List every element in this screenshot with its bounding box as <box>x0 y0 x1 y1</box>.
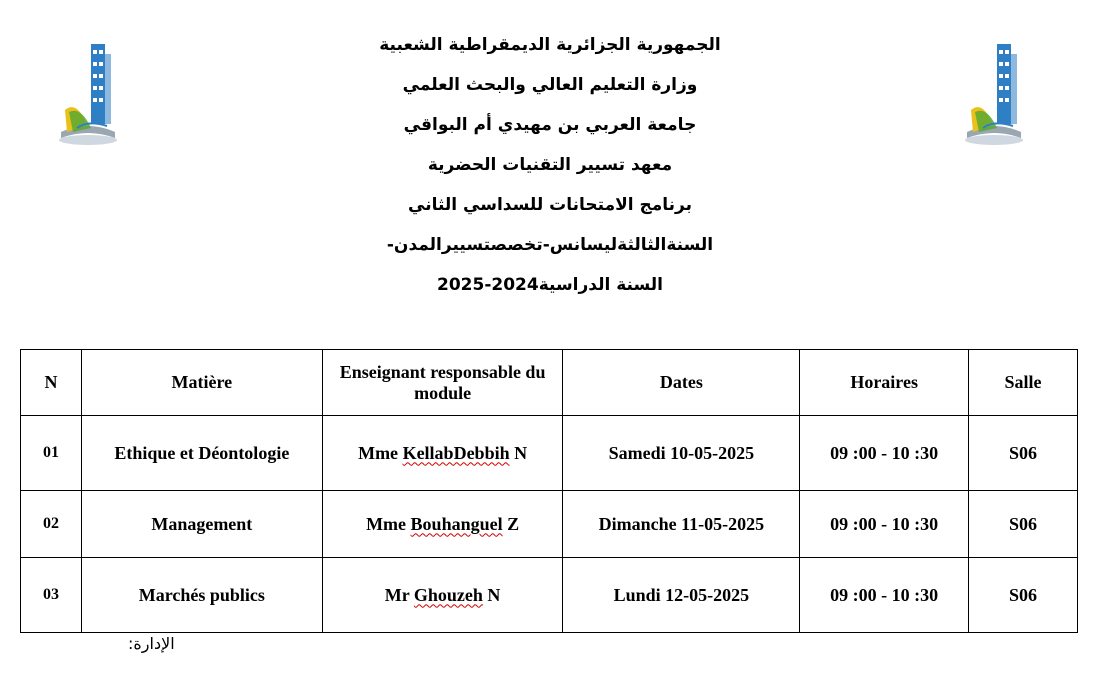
row-horaire: 09 :00 - 10 :30 <box>800 558 969 633</box>
header-line-ministry: وزارة التعليم العالي والبحث العلمي <box>402 75 698 95</box>
university-logo-right-icon <box>963 40 1025 148</box>
row-enseignant <box>322 558 563 633</box>
row-salle: S06 <box>969 491 1078 558</box>
teacher-title: Mme <box>366 513 407 534</box>
row-matiere: Management <box>81 491 322 558</box>
table-row <box>21 558 1078 633</box>
header-line-level: السنةالثالثةليسانس-تخصصتسييرالمدن- <box>386 235 714 255</box>
teacher-title: Mr <box>384 584 410 605</box>
table-row <box>21 416 1078 491</box>
row-date: Lundi 12-05-2025 <box>563 558 800 633</box>
row-date: Samedi 10-05-2025 <box>563 416 800 491</box>
exam-schedule-table <box>20 349 1078 633</box>
header-enseignant: Enseignant responsable du module <box>322 350 563 416</box>
teacher-name: Bouhanguel <box>410 513 503 534</box>
row-date: Dimanche 11-05-2025 <box>563 491 800 558</box>
table-row <box>21 491 1078 558</box>
row-enseignant <box>322 416 563 491</box>
row-number: 01 <box>21 416 82 491</box>
table-header-row <box>21 350 1078 416</box>
row-matiere: Ethique et Déontologie <box>81 416 322 491</box>
administration-signature-label: الإدارة: <box>128 634 175 653</box>
header-line-republic: الجمهورية الجزائرية الديمقراطية الشعبية <box>379 35 721 55</box>
row-enseignant <box>322 491 563 558</box>
header-line-university: جامعة العربي بن مهيدي أم البواقي <box>403 115 697 135</box>
row-horaire: 09 :00 - 10 :30 <box>800 491 969 558</box>
teacher-name: KellabDebbih <box>402 442 510 463</box>
header-dates: Dates <box>563 350 800 416</box>
header-matiere: Matière <box>81 350 322 416</box>
row-matiere: Marchés publics <box>81 558 322 633</box>
row-salle: S06 <box>969 416 1078 491</box>
row-number: 02 <box>21 491 82 558</box>
header-line-institute: معهد تسيير التقنيات الحضرية <box>427 155 673 175</box>
row-horaire: 09 :00 - 10 :30 <box>800 416 969 491</box>
teacher-initial: N <box>487 584 501 605</box>
teacher-name: Ghouzeh <box>413 584 483 605</box>
teacher-initial: N <box>514 442 528 463</box>
header-line-year: السنة الدراسية2024-2025 <box>436 275 663 295</box>
teacher-initial: Z <box>507 513 520 534</box>
row-salle: S06 <box>969 558 1078 633</box>
header-line-program: برنامج الامتحانات للسداسي الثاني <box>408 195 692 215</box>
header-salle: Salle <box>969 350 1078 416</box>
header-n: N <box>21 350 82 416</box>
teacher-title: Mme <box>358 442 399 463</box>
document-header <box>300 30 800 310</box>
row-number: 03 <box>21 558 82 633</box>
header-horaires: Horaires <box>800 350 969 416</box>
university-logo-left-icon <box>57 40 119 148</box>
